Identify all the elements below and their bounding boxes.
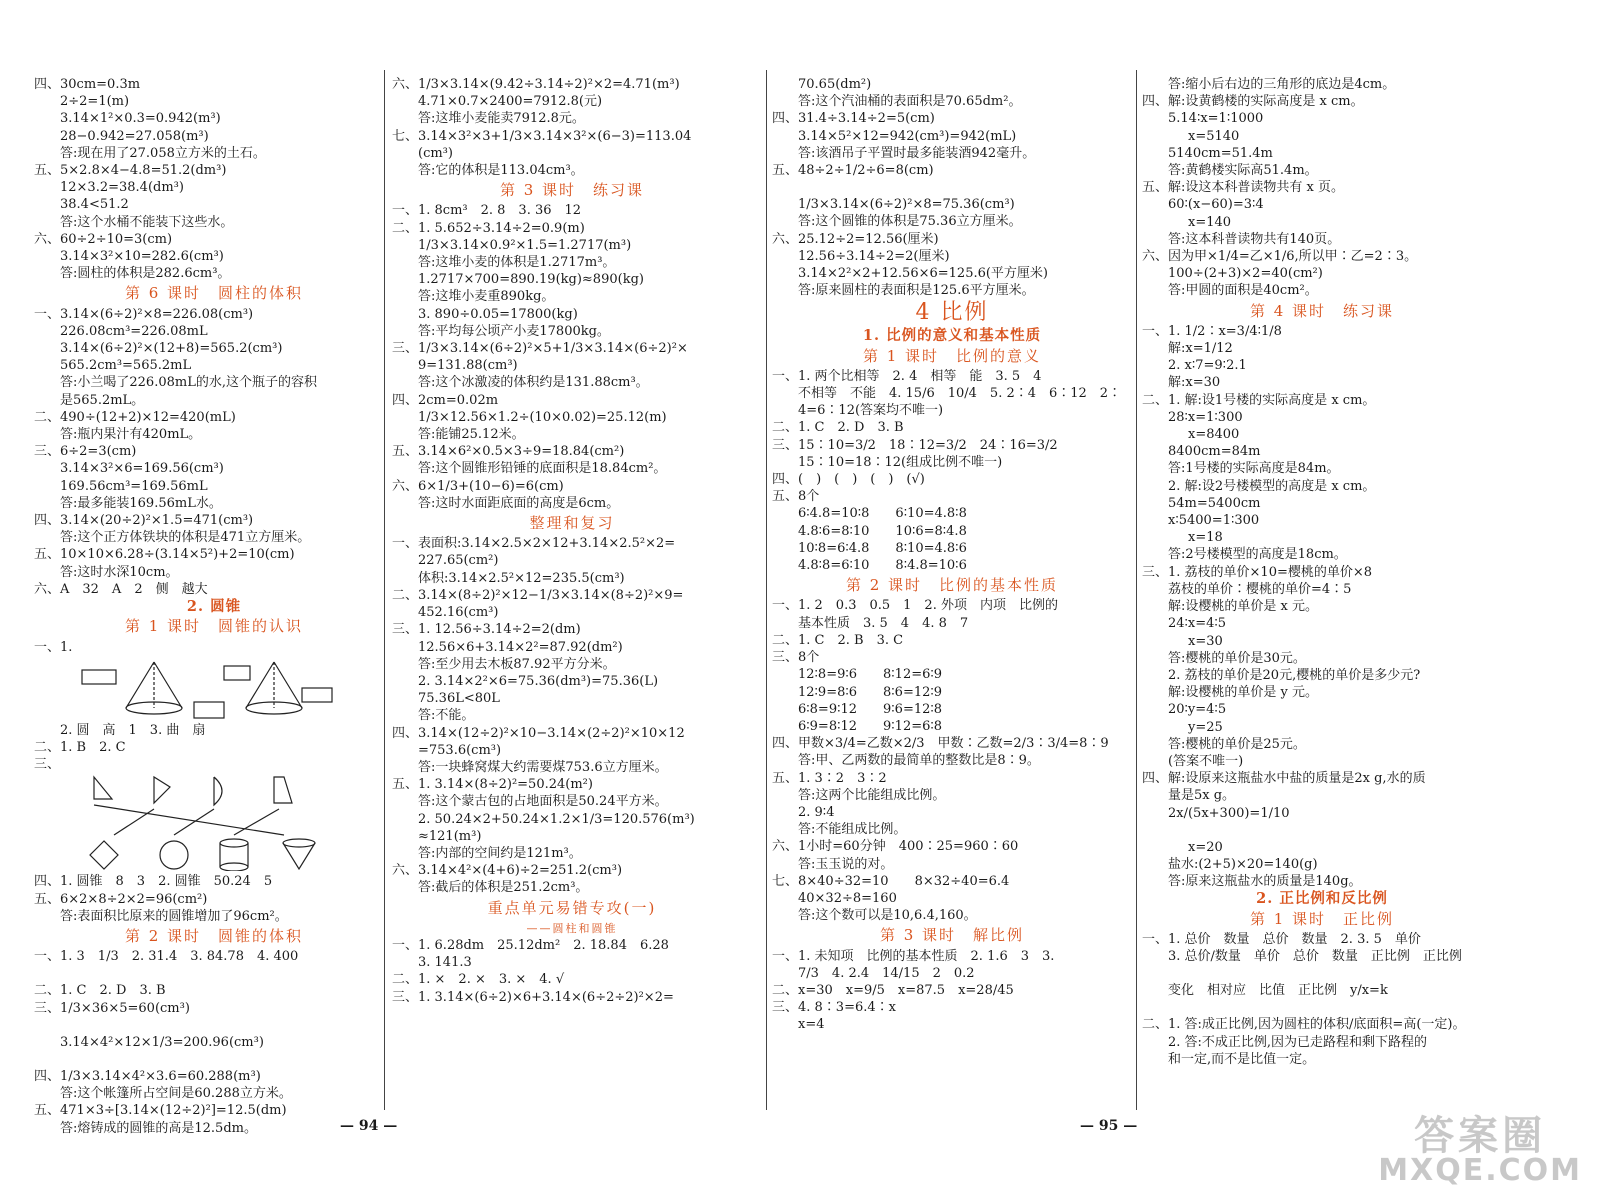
answer-line: 6∶4.8=10∶8 6∶10=4.8∶8	[798, 506, 967, 522]
answer-line: 基本性质 3. 5 4 4. 8 7	[798, 615, 969, 631]
answer-line: 一、表面积:3.14×2.5×2×12+3.14×2.5²×2=	[392, 536, 676, 552]
answer-line: 二、1. C 2. D 3. B	[34, 983, 166, 999]
answer-line: 四、( ) ( ) ( ) (√)	[772, 472, 925, 488]
answer-line: 四、1/3×3.14×4²×3.6=60.288(m³)	[34, 1068, 261, 1084]
answer-line: 变化 相对应 比值 正比例 y/x=k	[1168, 983, 1388, 999]
answer-line: 二、490÷(12+2)×12=420(mL)	[34, 409, 236, 425]
answer-line: 2. 圆 高 1 3. 曲 扇	[60, 722, 206, 738]
answer-line: x=30	[1188, 633, 1223, 649]
answer-line: 一、1. 8cm³ 2. 8 3. 36 12	[392, 203, 582, 219]
answer-line: 答:这时水面距底面的高度是6cm。	[418, 495, 620, 511]
answer-line: 四、甲数×3/4=乙数×2/3 甲数∶乙数=2/3∶3/4=8∶9	[772, 736, 1109, 752]
answer-line: 二、1. C 2. D 3. B	[772, 420, 904, 436]
answer-line: 荔枝的单价∶樱桃的单价=4∶5	[1168, 581, 1352, 597]
answer-line: 六、1小时=60分钟 400∶25=960∶60	[772, 839, 1019, 855]
answer-line: 三、	[34, 757, 61, 773]
answer-line: 三、6÷2=3(cm)	[34, 444, 137, 460]
answer-line: ——圆柱和圆锥	[526, 921, 618, 935]
answer-line: y=25	[1188, 719, 1223, 735]
section-heading: 2. 正比例和反比例	[1256, 890, 1388, 908]
answer-line: x=4	[798, 1017, 825, 1033]
answer-line: x∶5400=1∶300	[1168, 513, 1260, 529]
answer-line: 三、1/3×3.14×(6÷2)²×5+1/3×3.14×(6÷2)²×	[392, 341, 688, 357]
answer-line: 2. 答:不成正比例,因为已走路程和剩下路程的	[1168, 1034, 1428, 1050]
answer-line: 三、1. 12.56÷3.14÷2=2(dm)	[392, 622, 581, 638]
answer-line: 七、3.14×3²×3+1/3×3.14×3²×(6−3)=113.04	[392, 128, 692, 144]
answer-line: 12.56×6+3.14×2²=87.92(dm²)	[418, 639, 623, 655]
answer-line: 12∶8=9∶6 8∶12=6∶9	[798, 667, 943, 683]
answer-line: 四、31.4÷3.14÷2=5(cm)	[772, 111, 935, 127]
answer-line: 二、1. 5.652÷3.14÷2=0.9(m)	[392, 220, 585, 236]
answer-line: 54m=5400cm	[1168, 495, 1261, 511]
answer-line: 2. 解:设2号楼模型的高度是 x cm。	[1168, 478, 1376, 494]
answer-line: x=20	[1188, 839, 1223, 855]
answer-line: 答:黄鹤楼实际高51.4m。	[1168, 163, 1318, 179]
answer-line: 60∶(x−60)=3∶4	[1168, 197, 1264, 213]
answer-line: 五、471×3÷[3.14×(12÷2)²]=12.5(dm)	[34, 1103, 287, 1119]
answer-line	[1142, 822, 1502, 839]
answer-line: 一、1. 1/2∶x=3/4∶1/8	[1142, 323, 1282, 339]
answer-line: 答:它的体积是113.04cm³。	[418, 163, 584, 179]
answer-line: 答:现在用了27.058立方米的土石。	[60, 145, 266, 161]
answer-line: 六、A 32 A 2 侧 越大	[34, 581, 208, 597]
answer-line: 三、8个	[772, 650, 820, 666]
answer-line: 7/3 4. 2.4 14/15 2 0.2	[798, 965, 975, 981]
answer-line: 28∶x=1∶300	[1168, 409, 1243, 425]
answer-line: 答:这堆小麦的体积是1.2717m³。	[418, 255, 616, 271]
section-heading: 第 2 课时 圆锥的体积	[124, 927, 304, 945]
answer-line: 答:原来圆柱的表面积是125.6平方厘米。	[798, 283, 1035, 299]
answer-line: 三、4. 8∶3=6.4∶x	[772, 1000, 896, 1016]
answer-line	[772, 179, 1132, 196]
answer-line: 四、解:设黄鹤楼的实际高度是 x cm。	[1142, 94, 1364, 110]
answer-line: 二、1. C 2. B 3. C	[772, 632, 904, 648]
answer-line	[34, 965, 394, 982]
answer-line: 答:不能组成比例。	[798, 822, 907, 838]
answer-line: 五、1. 3∶2 3∶2	[772, 770, 887, 786]
answer-line: 五、8个	[772, 489, 820, 505]
answer-line: 和一定,而不是比值一定。	[1168, 1051, 1316, 1067]
answer-line: 4=6∶12(答案均不唯一)	[798, 403, 944, 419]
answer-line: 答:这个数可以是10,6.4,160。	[798, 908, 977, 924]
answer-line: 二、1. × 2. × 3. × 4. √	[392, 972, 565, 988]
answer-line: 一、3.14×(6÷2)²×8=226.08(cm³)	[34, 306, 254, 322]
answer-line: 3.14×4²×12×1/3=200.96(cm³)	[60, 1034, 264, 1050]
section-heading: 整理和复习	[529, 515, 615, 533]
answer-line: 2. x∶7=9∶2.1	[1168, 358, 1247, 374]
answer-line: 五、1. 3.14×(8÷2)²=50.24(m²)	[392, 777, 593, 793]
answer-line: 六、25.12÷2=12.56(厘米)	[772, 231, 939, 247]
watermark-logo	[1378, 1113, 1582, 1188]
answer-line: 4.71×0.7×2400=7912.8(元)	[418, 94, 603, 110]
answer-line: 2. 3.14×2²×6=75.36(dm³)=75.36(L)	[418, 673, 659, 689]
answer-line: 量是5x g。	[1168, 788, 1236, 804]
answer-line: 答:这两个比能组成比例。	[798, 787, 946, 803]
answer-line: 五、5×2.8×4−4.8=51.2(dm³)	[34, 163, 227, 179]
answer-line: 一、1.	[34, 639, 73, 655]
answer-line: 二、1. B 2. C	[34, 739, 126, 755]
answer-line: 六、60÷2÷10=3(cm)	[34, 231, 173, 247]
section-heading: 2. 圆锥	[186, 598, 242, 616]
answer-line: 答:这个帐篷所占空间是60.288立方米。	[60, 1086, 292, 1102]
answer-line: 六、1/3×3.14×(9.42÷3.14÷2)²×2=4.71(m³)	[392, 77, 680, 92]
answer-line: 盐水:(2+5)×20=140(g)	[1168, 856, 1318, 872]
answer-line: 10∶8=6∶4.8 8∶10=4.8∶6	[798, 540, 967, 556]
answer-line: 五、解:设这本科普读物共有 x 页。	[1142, 180, 1344, 196]
answer-line: 答:熔铸成的圆锥的高是12.5dm。	[60, 1120, 257, 1136]
answer-line: 答:玉玉说的对。	[798, 856, 894, 872]
answer-line: 答:1号楼的实际高度是84m。	[1168, 461, 1340, 477]
answer-line: 227.65(cm²)	[418, 553, 499, 569]
answer-line: =753.6(cm³)	[418, 742, 502, 758]
answer-line: 20∶y=4∶5	[1168, 702, 1227, 718]
answer-line: 38.4<51.2	[60, 197, 129, 213]
answer-line: 四、解:设原来这瓶盐水中盐的质量是2x g,水的质	[1142, 771, 1426, 787]
answer-line: 答:小兰喝了226.08mL的水,这个瓶子的容积	[60, 375, 317, 391]
answer-line: 一、1. 3 1/3 2. 31.4 3. 84.78 4. 400	[34, 949, 299, 965]
answer-line: 8400cm=84m	[1168, 444, 1261, 460]
answer-line: 9=131.88(cm³)	[418, 358, 518, 374]
answer-line: 答:这本科普读物共有140页。	[1168, 231, 1341, 247]
answer-line: 是565.2mL。	[60, 392, 145, 408]
answer-line: 答:至少用去木板87.92平方分米。	[418, 656, 616, 672]
answer-line: 5140cm=51.4m	[1168, 145, 1273, 161]
answer-line: 解:设樱桃的单价是 x 元。	[1168, 599, 1318, 615]
column-2	[392, 76, 752, 1006]
answer-line: 六、6×1/3+(10−6)=6(cm)	[392, 478, 564, 494]
answer-line: 6∶8=9∶12 9∶6=12∶8	[798, 701, 943, 717]
answer-line: 答:瓶内果汁有420mL。	[60, 427, 202, 443]
answer-line: 答:樱桃的单价是30元。	[1168, 650, 1306, 666]
answer-line: 3. 890÷0.05=17800(kg)	[418, 306, 578, 322]
answer-line: 答:这个圆锥的体积是75.36立方厘米。	[798, 214, 1022, 230]
answer-line: 3.14×5²×12=942(cm³)=942(mL)	[798, 128, 1017, 144]
answer-line: 三、1/3×36×5=60(cm³)	[34, 1000, 190, 1016]
answer-line: 二、1. 解:设1号楼的实际高度是 x cm。	[1142, 392, 1376, 408]
answer-line: 答:该酒吊子平置时最多能装酒942毫升。	[798, 145, 1036, 161]
answer-line	[1142, 965, 1502, 982]
answer-line: 答:原来这瓶盐水的质量是140g。	[1168, 874, 1362, 890]
answer-line: 答:这堆小麦能卖7912.8元。	[418, 111, 585, 127]
answer-line: 答:内部的空间约是121m³。	[418, 845, 582, 861]
answer-line: 四、1. 圆锥 8 3 2. 圆锥 50.24 5	[34, 874, 273, 890]
answer-line: 答:缩小后右边的三角形的底边是4cm。	[1168, 77, 1396, 92]
answer-line: 四、2cm=0.02m	[392, 392, 499, 408]
answer-line: 28−0.942=27.058(m³)	[60, 128, 209, 144]
answer-line: 体积:3.14×2.5²×12=235.5(cm³)	[418, 570, 625, 586]
answer-line: 12∶9=8∶6 8∶6=12∶9	[798, 684, 943, 700]
answer-line: 3. 总价/数量 单价 总价 数量 正比例 正比例	[1168, 948, 1462, 964]
answer-line: 40×32÷8=160	[798, 890, 897, 906]
answer-line: 四、3.14×(20÷2)²×1.5=471(cm³)	[34, 513, 254, 529]
answer-line: 答:圆柱的体积是282.6cm³。	[60, 266, 231, 282]
answer-line: 答:平均每公顷产小麦17800kg。	[418, 323, 610, 339]
answer-line: 二、3.14×(8÷2)²×12−1/3×3.14×(8÷2)²×9=	[392, 587, 684, 603]
answer-line: 3.14×1²×0.3=0.942(m³)	[60, 111, 221, 127]
section-heading: 第 3 课时 解比例	[879, 927, 1025, 945]
answer-line: 答:一块蜂窝煤大约需要煤753.6立方厘米。	[418, 759, 668, 775]
answer-line: 二、x=30 x=9/5 x=87.5 x=28/45	[772, 982, 1014, 998]
answer-line: 6∶9=8∶12 9∶12=6∶8	[798, 718, 943, 734]
answer-line: 解:设樱桃的单价是 y 元。	[1168, 685, 1318, 701]
answer-line: 75.36L<80L	[418, 691, 500, 707]
answer-line: 答:表面积比原来的圆锥增加了96cm²。	[60, 908, 288, 924]
answer-line: 1/3×3.14×(6÷2)²×8=75.36(cm³)	[798, 197, 1015, 213]
section-heading: 第 4 课时 练习课	[1249, 302, 1395, 320]
section-heading: 4 比例	[915, 300, 989, 326]
answer-line: 3.14×3²×10=282.6(cm³)	[60, 249, 224, 265]
answer-line: 169.56cm³=169.56mL	[60, 478, 208, 494]
column-divider	[1136, 70, 1137, 1110]
column-3	[772, 76, 1132, 1034]
answer-line: (答案不唯一)	[1168, 753, 1244, 769]
answer-line	[34, 1051, 394, 1068]
answer-line: 七、8×40÷32=10 8×32÷40=6.4	[772, 873, 1010, 889]
answer-line: 解:x=1/12	[1168, 341, 1233, 357]
answer-line: 答:这个正方体铁块的体积是471立方厘米。	[60, 530, 311, 546]
answer-line: 一、1. 未知项 比例的基本性质 2. 1.6 3 3.	[772, 948, 1055, 964]
section-heading: 第 3 课时 练习课	[499, 182, 645, 200]
answer-line: 24∶x=4∶5	[1168, 616, 1227, 632]
answer-line: x=8400	[1188, 427, 1240, 443]
answer-line: 三、1. 荔枝的单价×10=樱桃的单价×8	[1142, 564, 1373, 580]
section-heading: 第 1 课时 正比例	[1249, 910, 1395, 928]
answer-line: 答:能铺25.12米。	[418, 427, 525, 443]
answer-line: 六、因为甲×1/4=乙×1/6,所以甲∶乙=2∶3。	[1142, 249, 1418, 265]
answer-line: 70.65(dm²)	[798, 77, 872, 92]
answer-line: 3.14×(6÷2)²×(12+8)=565.2(cm³)	[60, 341, 283, 357]
answer-line: 答:这个冰激凌的体积约是131.88cm³。	[418, 375, 649, 391]
answer-line: 答:最多能装169.56mL水。	[60, 495, 222, 511]
answer-line: 二、1. 答:成正比例,因为圆柱的体积/底面积=高(一定)。	[1142, 1017, 1466, 1033]
page-number-right: — 95 —	[1080, 1118, 1138, 1134]
page-number-left: — 94 —	[340, 1118, 398, 1134]
answer-line: 五、3.14×6²×0.5×3÷9=18.84(cm²)	[392, 444, 625, 460]
section-heading: 第 1 课时 比例的意义	[862, 347, 1042, 365]
column-1	[34, 76, 394, 1137]
answer-line: 一、1. 6.28dm 25.12dm² 2. 18.84 6.28	[392, 937, 669, 953]
answer-line: 答:2号楼模型的高度是18cm。	[1168, 547, 1347, 563]
answer-line: 六、3.14×4²×(4+6)÷2=251.2(cm³)	[392, 863, 623, 879]
answer-line: 12×3.2=38.4(dm³)	[60, 180, 184, 196]
answer-line	[1142, 999, 1502, 1016]
answer-line: 1/3×12.56×1.2÷(10×0.02)=25.12(m)	[418, 409, 667, 425]
answer-line: 2. 荔枝的单价是20元,樱桃的单价是多少元?	[1168, 667, 1421, 683]
answer-line: 2x/(5x+300)=1/10	[1168, 805, 1290, 821]
answer-line: 452.16(cm³)	[418, 605, 499, 621]
answer-line: 一、1. 总价 数量 总价 数量 2. 3. 5 单价	[1142, 931, 1421, 947]
answer-line: 2. 50.24×2+50.24×1.2×1/3=120.576(m³)	[418, 811, 695, 827]
answer-line: 一、1. 2 0.3 0.5 1 2. 外项 内项 比例的	[772, 598, 1058, 614]
answer-line	[34, 1017, 394, 1034]
column-4	[1142, 76, 1502, 1068]
column-divider	[384, 70, 385, 1110]
answer-line: 答:这堆小麦重890kg。	[418, 289, 555, 305]
answer-line: 12.56÷3.14÷2=2(厘米)	[798, 248, 950, 264]
answer-line: 3. 141.3	[418, 955, 472, 971]
cone-parts-diagram	[74, 658, 334, 720]
watermark-url: MXQE.COM	[1378, 1153, 1582, 1188]
rotation-matching-diagram	[74, 775, 354, 871]
answer-line: 3.14×3²×6=169.56(cm³)	[60, 461, 224, 477]
section-heading: 1. 比例的意义和基本性质	[862, 327, 1042, 345]
answer-line: 答:这时水深10cm。	[60, 564, 179, 580]
section-heading: 重点单元易错专攻(一)	[487, 899, 657, 917]
answer-line: (cm³)	[418, 145, 453, 161]
answer-line: 100÷(2+3)×2=40(cm²)	[1168, 266, 1323, 282]
answer-line: 不相等 不能 4. 15/6 10/4 5. 2∶4 6∶12 2∶	[798, 386, 1122, 402]
answer-line: 5.14∶x=1∶1000	[1168, 111, 1264, 127]
answer-line: 答:这个圆锥形铅锤的底面积是18.84cm²。	[418, 461, 667, 477]
answer-line: 答:这个汽油桶的表面积是70.65dm²。	[798, 94, 1022, 110]
answer-line: 答:甲、乙两数的最简单的整数比是8∶9。	[798, 753, 1040, 769]
answer-line: 答:截后的体积是251.2cm³。	[418, 880, 589, 896]
answer-line: 226.08cm³=226.08mL	[60, 323, 208, 339]
answer-line: 答:樱桃的单价是25元。	[1168, 736, 1306, 752]
section-heading: 第 6 课时 圆柱的体积	[124, 285, 304, 303]
answer-line: 4.8∶6=8∶10 10∶6=8∶4.8	[798, 523, 967, 539]
answer-line: x=140	[1188, 214, 1232, 230]
answer-line: 565.2cm³=565.2mL	[60, 358, 192, 374]
answer-line: 三、15∶10=3/2 18∶12=3/2 24∶16=3/2	[772, 437, 1058, 453]
watermark-text: 答案圈	[1414, 1113, 1547, 1159]
answer-line: 答:这个水桶不能装下这些水。	[60, 214, 234, 230]
answer-line: x=18	[1188, 530, 1223, 546]
answer-line: 2. 9∶4	[798, 804, 835, 820]
answer-line: ≈121(m³)	[418, 828, 482, 844]
answer-line: 五、48÷2÷1/2÷6=8(cm)	[772, 163, 934, 179]
answer-line: 1/3×3.14×0.9²×1.5=1.2717(m³)	[418, 237, 632, 253]
answer-line: 解:x=30	[1168, 375, 1221, 391]
answer-line: x=5140	[1188, 128, 1240, 144]
answer-line: 四、3.14×(12÷2)²×10−3.14×(2÷2)²×10×12	[392, 725, 685, 741]
answer-line: 答:甲圆的面积是40cm²。	[1168, 283, 1318, 299]
section-heading: 第 2 课时 比例的基本性质	[845, 577, 1059, 595]
answer-line: 2÷2=1(m)	[60, 94, 130, 110]
answer-line: 五、10×10×6.28÷(3.14×5²)+2=10(cm)	[34, 547, 295, 563]
answer-line: 一、1. 两个比相等 2. 4 相等 能 3. 5 4	[772, 368, 1042, 384]
answer-line: 三、1. 3.14×(6÷2)×6+3.14×(6÷2÷2)²×2=	[392, 989, 674, 1005]
column-divider	[766, 70, 767, 1110]
answer-line: 答:不能。	[418, 708, 475, 724]
answer-line: 四、30cm=0.3m	[34, 77, 141, 92]
answer-line: 15∶10=18∶12(组成比例不唯一)	[798, 454, 1003, 470]
answer-line: 1.2717×700=890.19(kg)≈890(kg)	[418, 272, 644, 288]
answer-line: 4.8∶8=6∶10 8∶4.8=10∶6	[798, 558, 967, 574]
section-heading: 第 1 课时 圆锥的认识	[124, 618, 304, 636]
answer-line: 答:这个蒙古包的占地面积是50.24平方米。	[418, 794, 668, 810]
answer-line: 五、6×2×8÷2×2=96(cm²)	[34, 891, 208, 907]
answer-line: 3.14×2²×2+12.56×6=125.6(平方厘米)	[798, 266, 1049, 282]
